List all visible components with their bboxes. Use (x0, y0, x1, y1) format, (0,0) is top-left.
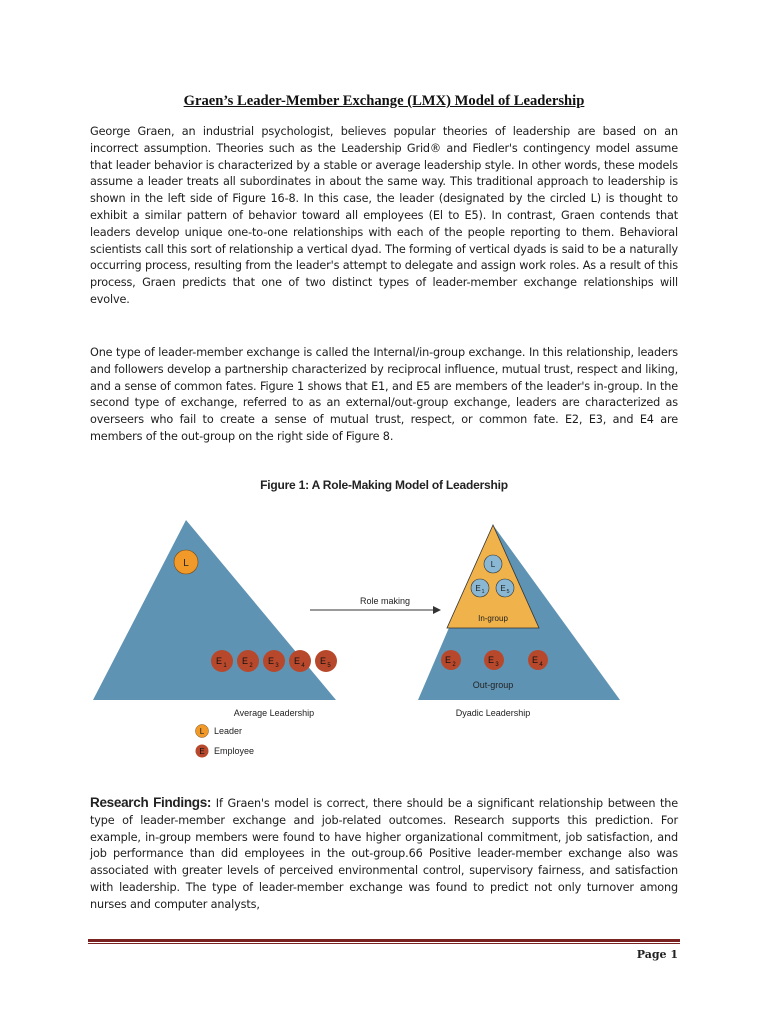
research-body: If Graen's model is correct, there should be a significant relationship between the type of leader-member exchange and job-related outcomes. Research supports this prediction. For example, in-group members were found to have higher organizational commitment, job satisfaction, and job performance than did employees in the out-group.66 Positive leader-member exchange also was associated with greater levels of perceived environmental control, supervisory fairness, and satisfaction with leadership. The type of leader-member exchange was found to predict not only turnover among nurses and computer analysts, (90, 797, 678, 911)
out-group-employee (484, 650, 504, 670)
svg-text:4: 4 (539, 662, 543, 668)
svg-text:E: E (293, 656, 301, 666)
out-group-label: Out-group (472, 680, 514, 690)
in-group-employee (496, 579, 514, 597)
out-group-employee (528, 650, 548, 670)
legend-leader-letter: L (199, 727, 205, 736)
in-group-employee (471, 579, 489, 597)
svg-text:E: E (444, 655, 452, 665)
svg-text:E: E (267, 656, 275, 666)
employee-circle (315, 650, 337, 672)
research-paragraph (90, 795, 678, 914)
role-making-figure (88, 500, 678, 770)
employee-circle (263, 650, 285, 672)
svg-text:E: E (215, 656, 223, 666)
legend-employee-letter: E (199, 747, 205, 756)
svg-text:5: 5 (506, 589, 510, 595)
dyadic-leadership-label: Dyadic Leadership (455, 708, 531, 718)
figure-caption: Figure 1: A Role-Making Model of Leadership (260, 478, 508, 492)
svg-text:3: 3 (275, 663, 279, 669)
average-leadership-triangle (93, 520, 336, 700)
svg-text:E: E (487, 655, 495, 665)
svg-text:E: E (241, 656, 249, 666)
out-group-employee (441, 650, 461, 670)
svg-text:3: 3 (495, 662, 499, 668)
svg-text:1: 1 (481, 589, 485, 595)
page-number: Page 1 (636, 948, 678, 961)
svg-text:5: 5 (327, 663, 331, 669)
svg-text:E: E (531, 655, 539, 665)
footer-rule-thin (88, 943, 680, 944)
employee-circle (289, 650, 311, 672)
legend-employee-text: Employee (214, 746, 255, 756)
employee-circle (237, 650, 259, 672)
svg-text:1: 1 (223, 663, 227, 669)
leader-letter: L (183, 558, 189, 569)
in-group-label: In-group (478, 614, 508, 623)
intro-paragraph: George Graen, an industrial psychologist, believes popular theories of leadership are based on an incorrect assumption. Theories such as the Leadership Grid® and Fiedler's contingency model assume that leader behavior is characterized by a stable or average leadership style. In other words, these models assume a leader treats all subordinates in about the same way. This traditional approach to leadership is shown in the left side of Figure 16-8. In this case, the leader (designated by the circled L) is thought to exhibit a similar pattern of behavior toward all employees (El to E5). In contrast, Graen contends that leaders develop unique one-to-one relationships with each of the people reporting to them. Behavioral scientists call this sort of relationship a vertical dyad. The forming of vertical dyads is said to be a naturally occurring process, resulting from the leader's attempt to delegate and assign work roles. As a result of this process, Graen predicts that one of two distinct types of leader-member exchange relationships will evolve. (90, 125, 678, 306)
average-leadership-label: Average Leadership (233, 708, 315, 718)
svg-text:E: E (319, 656, 327, 666)
svg-text:E: E (500, 584, 506, 593)
svg-text:2: 2 (249, 663, 253, 669)
svg-text:E: E (475, 584, 481, 593)
in-group-leader-letter: L (490, 560, 496, 569)
legend-leader-text: Leader (214, 726, 243, 736)
figure-legend (196, 725, 255, 758)
footer-rule (88, 939, 680, 942)
svg-text:4: 4 (301, 663, 305, 669)
research-heading: Research Findings: (90, 795, 212, 810)
svg-text:2: 2 (452, 662, 456, 668)
employee-circle (211, 650, 233, 672)
role-making-label: Role making (359, 596, 411, 606)
exchange-types-paragraph: One type of leader-member exchange is called the Internal/in-group exchange. In this relationship, leaders and followers develop a partnership characterized by reciprocal influence, mutual trust, respect and liking, and a sense of common fates. Figure 1 shows that E1, and E5 are members of the leader's in-group. In the second type of exchange, referred to as an external/out-group exchange, leaders are characterized as overseers who fail to create a sense of mutual trust, respect, or common fate. E2, E3, and E4 are members of the out-group on the right side of Figure 8. (90, 346, 678, 443)
page-title: Graen’s Leader-Member Exchange (LMX) Model of Leadership (183, 93, 585, 109)
